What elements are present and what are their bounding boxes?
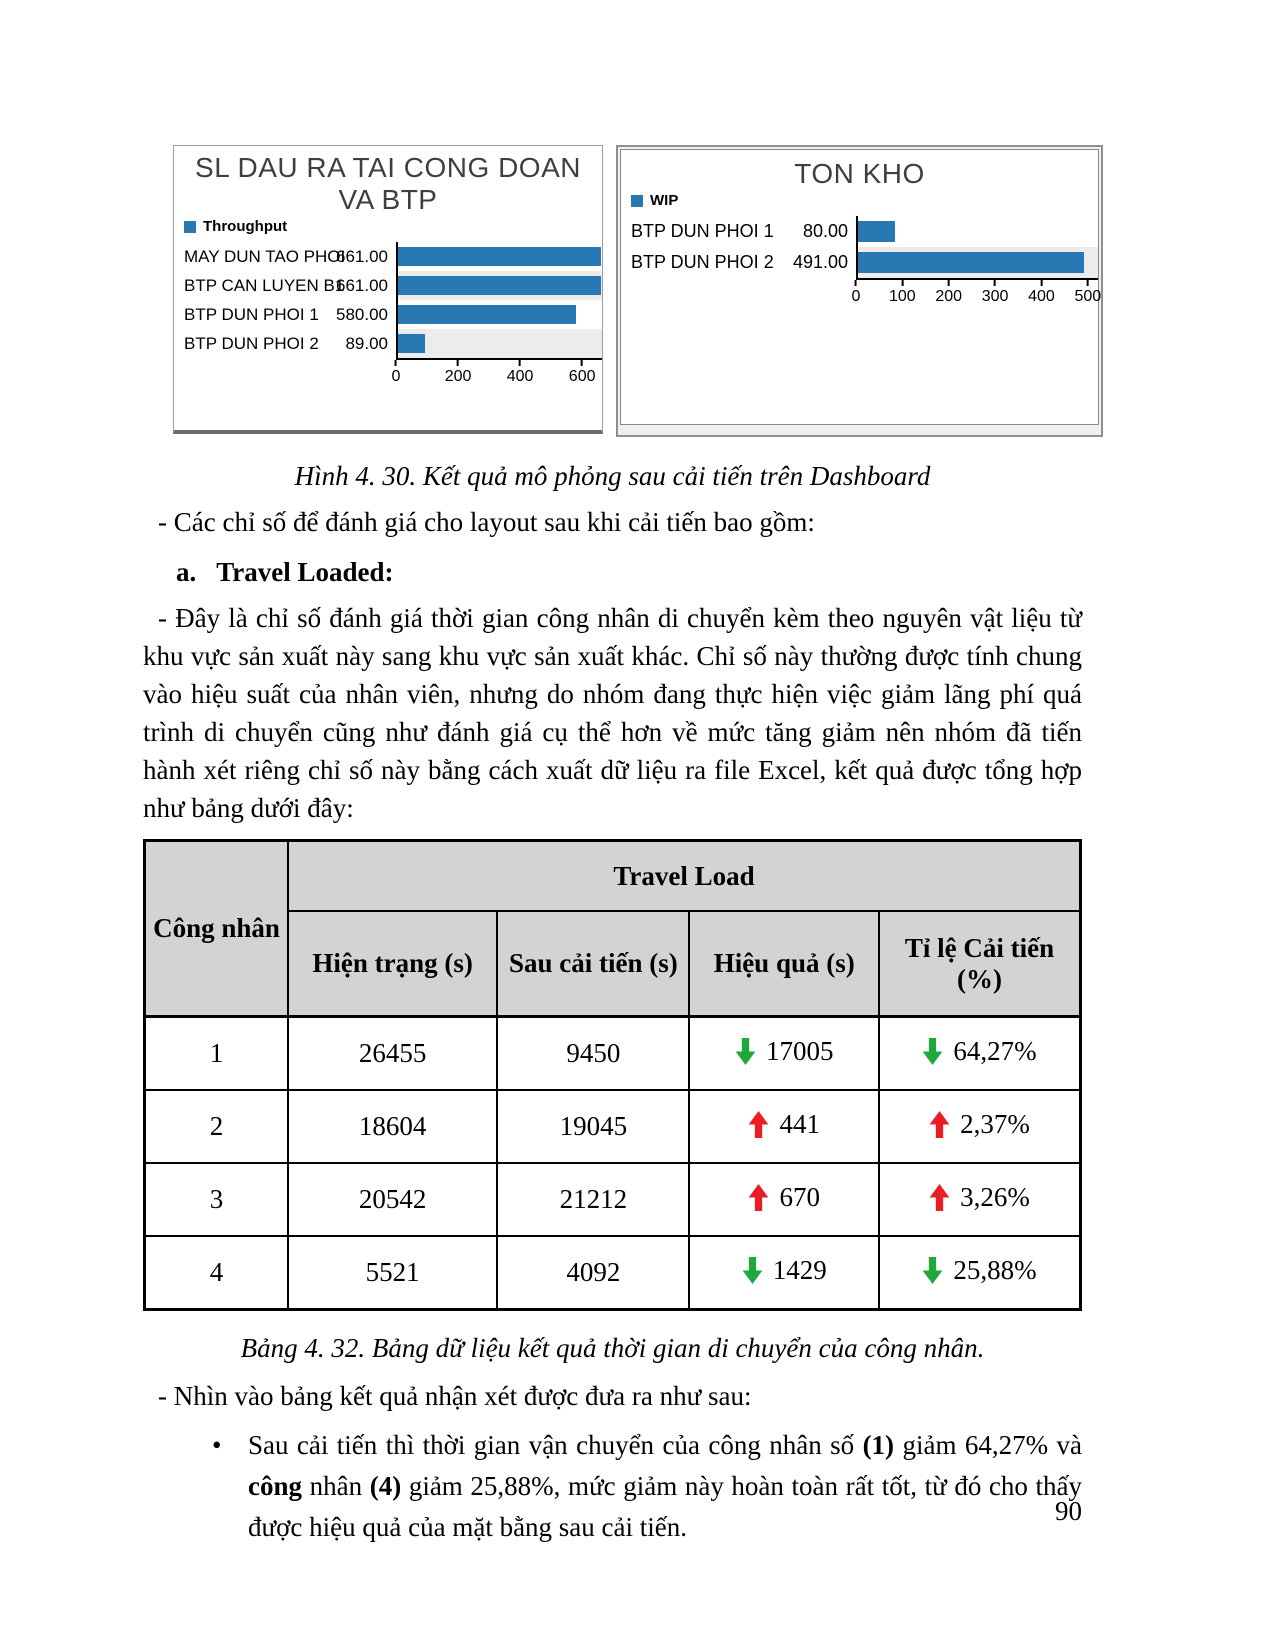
value-label: 661.00 (336, 275, 388, 295)
cell-effect (689, 1163, 878, 1236)
axis-tick-label: 500 (1074, 280, 1101, 306)
cell-ratio (879, 1017, 1081, 1091)
bar (398, 247, 601, 266)
bar-track (856, 216, 1098, 247)
axis-ticks (391, 358, 602, 390)
arrow-up-icon (929, 1184, 950, 1211)
axis-tick-label: 300 (982, 280, 1009, 306)
legend-label: Throughput (203, 218, 288, 235)
wip-chart (620, 149, 1102, 425)
axis-tick-label: 400 (1028, 280, 1055, 306)
cell-effect (689, 1017, 878, 1091)
remark-line: - Nhìn vào bảng kết quả nhận xét được đưa ra như sau: (158, 1381, 752, 1411)
table-row (145, 1090, 1081, 1163)
axis-tick-label: 200 (935, 280, 962, 306)
legend-swatch-icon (631, 195, 643, 207)
category-label: BTP DUN PHOI 1 (631, 221, 774, 241)
cell-current: 18604 (288, 1090, 497, 1163)
bar (398, 334, 425, 353)
text-segment: giảm 25,88%, mức giảm này hoàn toàn rất tốt, từ đó cho thấy được hiệu quả của mặt bằng sau cải tiến. (248, 1471, 1083, 1542)
bullet-text (248, 1430, 1082, 1542)
chart-row (621, 247, 1098, 278)
cell-value: 670 (779, 1181, 820, 1212)
header-current: Hiện trạng (s) (288, 911, 497, 1017)
bar (398, 276, 601, 295)
cell-worker: 3 (145, 1163, 289, 1236)
chart-row (174, 271, 602, 300)
legend-label: WIP (650, 192, 679, 209)
arrow-up-icon (748, 1184, 769, 1211)
header-after: Sau cải tiến (s) (497, 911, 689, 1017)
cell-worker: 2 (145, 1090, 289, 1163)
cell-value: 17005 (765, 1035, 834, 1066)
cell-current: 26455 (288, 1017, 497, 1091)
travel-load-table (143, 839, 1082, 1311)
arrow-up-icon (748, 1111, 769, 1138)
text-segment: công (248, 1471, 302, 1501)
cell-value: 3,26% (960, 1181, 1030, 1212)
cell-ratio (879, 1236, 1081, 1310)
bar (858, 221, 895, 241)
figure-caption: Hình 4. 30. Kết quả mô phỏng sau cải tiến trên Dashboard (294, 461, 931, 491)
chart-x-axis (174, 358, 602, 390)
chart-plot-area (174, 242, 602, 358)
chart-x-axis (621, 278, 1102, 310)
cell-value: 2,37% (960, 1108, 1030, 1139)
bar-track (856, 247, 1098, 278)
cell-value: 1429 (772, 1254, 827, 1285)
value-label: 580.00 (336, 304, 388, 324)
table-row (145, 1017, 1081, 1091)
cell-ratio (879, 1090, 1081, 1163)
page-content (143, 145, 1102, 1548)
bullet-marker: • (212, 1430, 222, 1460)
header-group: Travel Load (288, 841, 1080, 912)
category-label: BTP DUN PHOI 1 (184, 304, 319, 324)
legend-swatch-icon (184, 221, 196, 233)
axis-tick-label: 600 (569, 360, 596, 386)
text-segment: (1) (862, 1430, 895, 1460)
header-ratio: Tỉ lệ Cải tiến (%) (879, 911, 1081, 1017)
cell-current: 5521 (288, 1236, 497, 1310)
table-header (145, 841, 1081, 1017)
chart-title: TON KHO (794, 158, 925, 189)
cell-after: 9450 (497, 1017, 689, 1091)
cell-value: 64,27% (953, 1035, 1037, 1066)
cell-effect (689, 1090, 878, 1163)
text-segment: Sau cải tiến thì thời gian vận chuyển của công nhân số (248, 1430, 863, 1460)
cell-after: 4092 (497, 1236, 689, 1310)
page-number: 90 (1055, 1496, 1082, 1526)
cell-after: 19045 (497, 1090, 689, 1163)
bar (858, 252, 1084, 272)
axis-tick-label: 400 (507, 360, 534, 386)
category-label: BTP DUN PHOI 2 (631, 252, 774, 272)
value-label: 80.00 (802, 221, 848, 241)
category-label: BTP CAN LUYEN B1 (184, 275, 345, 295)
arrow-down-icon (922, 1038, 943, 1065)
cell-after: 21212 (497, 1163, 689, 1236)
dashboard-charts-row (173, 145, 1102, 439)
bar-track (396, 242, 602, 271)
cell-value: 25,88% (953, 1254, 1037, 1285)
body-paragraph: - Đây là chỉ số đánh giá thời gian công nhân di chuyển kèm theo nguyên vật liệu từ khu vực sản xuất này sang khu vực sản xuất khác. Chỉ số này thường được tính chung vào hiệu suất của nhân viên, nhưng do nhóm đang thực hiện việc giảm lãng phí quá trình di chuyển cũng như đánh giá cụ thể hơn về mức tăng giảm nên nhóm đã tiến hành xét riêng chỉ số này bằng cách xuất dữ liệu ra file Excel, kết quả được tổng hợp như bảng dưới đây: (143, 603, 1082, 823)
chart-legend (174, 218, 602, 235)
chart-row (174, 242, 602, 271)
chart-row (174, 329, 602, 358)
cell-value: 441 (779, 1108, 820, 1139)
cell-worker: 1 (145, 1017, 289, 1091)
heading-text: Travel Loaded: (216, 557, 394, 587)
chart-row (621, 216, 1098, 247)
chart-legend (621, 192, 1098, 209)
table-body (145, 1017, 1081, 1310)
axis-tick-label: 0 (852, 280, 861, 306)
text-segment: giảm 64,27% và (894, 1430, 1082, 1460)
section-heading (143, 553, 1082, 591)
category-label: MAY DUN TAO PHOI (184, 246, 346, 266)
bar-track (396, 271, 602, 300)
throughput-chart (173, 145, 603, 434)
chart-row (174, 300, 602, 329)
bar-track (396, 329, 602, 358)
chart-title: SL DAU RA TAI CONG DOAN VA BTP (195, 152, 581, 215)
axis-tick-label: 100 (889, 280, 916, 306)
heading-marker: a. (176, 557, 197, 587)
cell-effect (689, 1236, 878, 1310)
category-label: BTP DUN PHOI 2 (184, 333, 319, 353)
cell-ratio (879, 1163, 1081, 1236)
text-segment: nhân (302, 1471, 370, 1501)
arrow-down-icon (742, 1257, 763, 1284)
axis-tick-label: 200 (445, 360, 472, 386)
table-caption: Bảng 4. 32. Bảng dữ liệu kết quả thời gian di chuyển của công nhân. (240, 1333, 985, 1363)
arrow-down-icon (735, 1038, 756, 1065)
value-label: 661.00 (336, 246, 388, 266)
axis-tick-label: 0 (392, 360, 401, 386)
bullet-item (143, 1425, 1082, 1548)
table-row (145, 1163, 1081, 1236)
header-effect: Hiệu quả (s) (689, 911, 878, 1017)
table-row (145, 1236, 1081, 1310)
cell-worker: 4 (145, 1236, 289, 1310)
intro-line: - Các chỉ số để đánh giá cho layout sau khi cải tiến bao gồm: (158, 507, 815, 537)
value-label: 89.00 (345, 333, 388, 353)
bar-track (396, 300, 602, 329)
value-label: 491.00 (792, 252, 848, 272)
header-worker: Công nhân (145, 841, 289, 1017)
wip-chart-window (616, 145, 1103, 437)
arrow-up-icon (929, 1111, 950, 1138)
arrow-down-icon (922, 1257, 943, 1284)
cell-current: 20542 (288, 1163, 497, 1236)
text-segment: (4) (369, 1471, 402, 1501)
chart-plot-area (621, 216, 1098, 278)
axis-ticks (851, 278, 1102, 310)
bar (398, 305, 576, 324)
